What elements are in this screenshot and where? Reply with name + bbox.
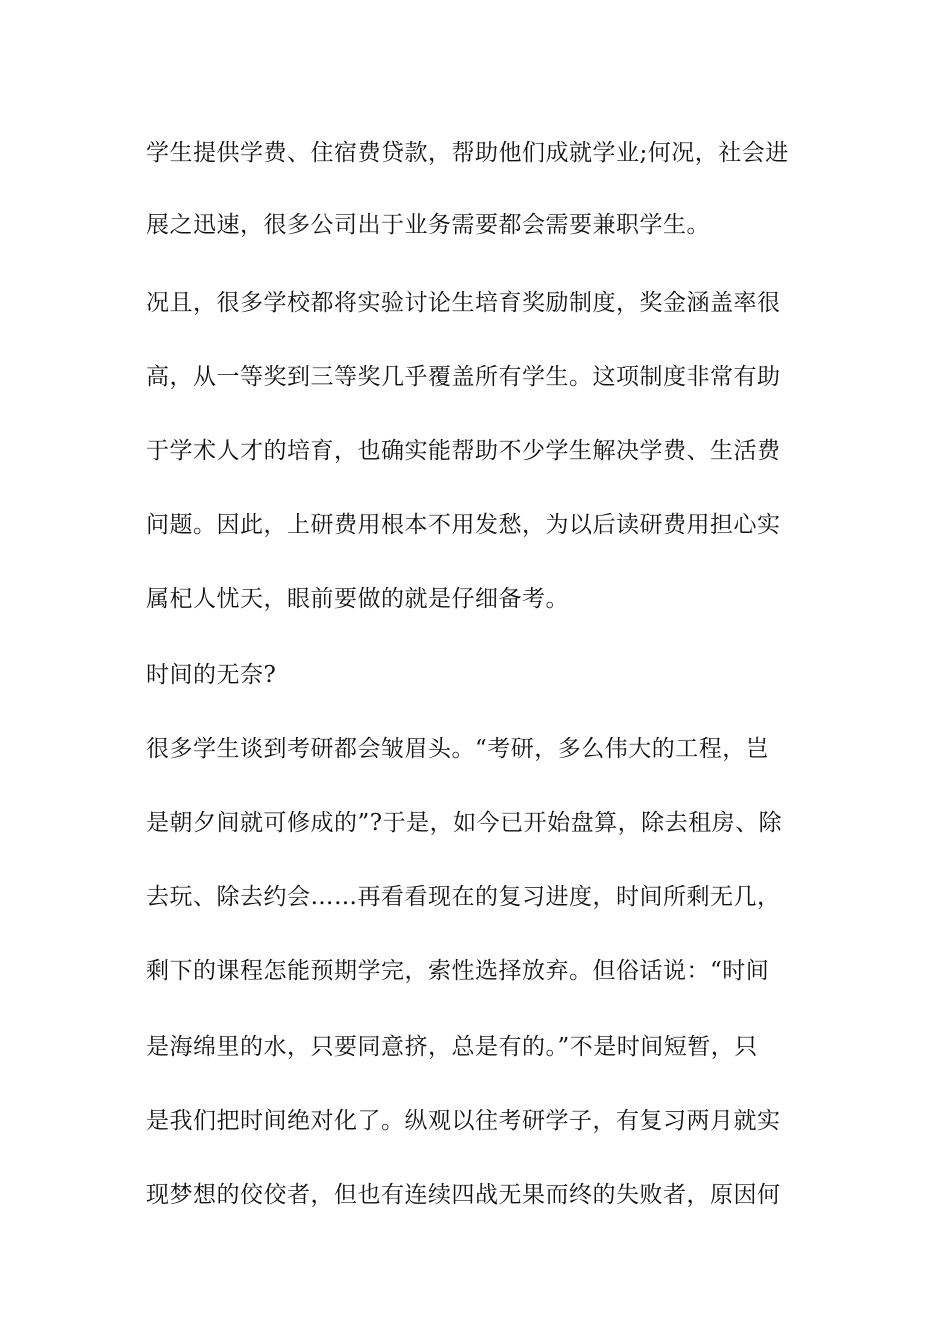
text-line-2: 展之迅速，很多公司出于业务需要都会需要兼职学生。 [146,212,710,238]
text-line-13: 是海绵里的水，只要同意挤，总是有的。”不是时间短暂，只 [146,1034,758,1060]
text-line-4: 高，从一等奖到三等奖几乎覆盖所有学生。这项制度非常有助 [146,364,781,390]
text-line-6: 问题。因此，上研费用根本不用发愁，为以后读研费用担心实 [146,512,781,538]
text-line-9: 很多学生谈到考研都会皱眉头。“考研，多么伟大的工程，岂 [146,736,770,762]
text-line-3: 况且，很多学校都将实验讨论生培育奖励制度，奖金涵盖率很 [146,290,781,316]
text-line-15: 现梦想的佼佼者，但也有连续四战无果而终的失败者，原因何 [146,1182,781,1208]
text-line-14: 是我们把时间绝对化了。纵观以往考研学子，有复习两月就实 [146,1108,781,1134]
text-line-7: 属杞人忧天，眼前要做的就是仔细备考。 [146,586,569,612]
text-line-12: 剩下的课程怎能预期学完，索性选择放弃。但俗话说：“时间 [146,958,770,984]
text-line-11: 去玩、除去约会……再看看现在的复习进度，时间所剩无几， [146,884,781,910]
text-line-10: 是朝夕间就可修成的”?于是，如今已开始盘算，除去租房、除 [146,810,783,836]
text-line-1: 学生提供学费、住宿费贷款，帮助他们成就学业;何况，社会进 [146,140,789,166]
section-heading: 时间的无奈? [146,662,277,688]
text-line-5: 于学术人才的培育，也确实能帮助不少学生解决学费、生活费 [146,438,781,464]
